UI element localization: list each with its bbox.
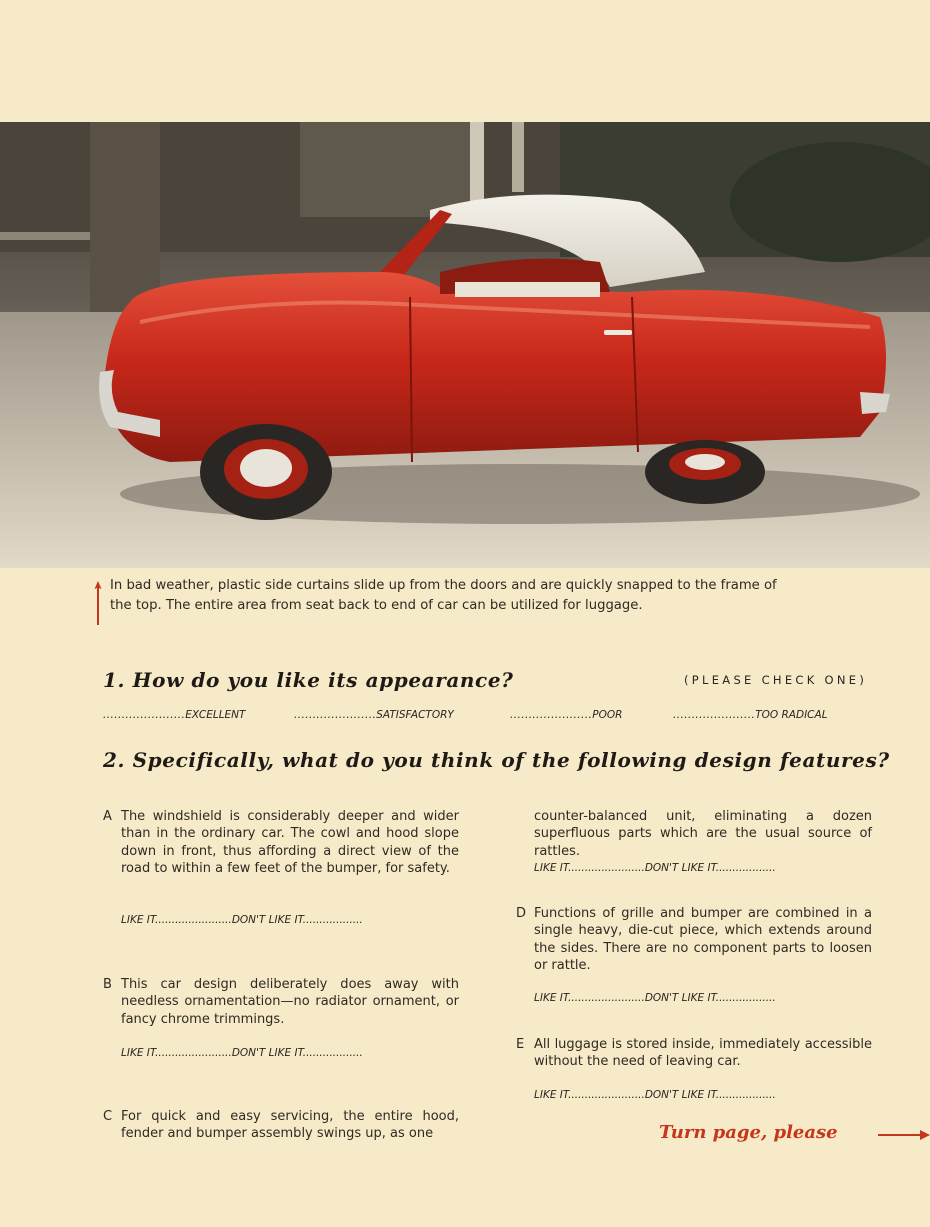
check-one-note: (PLEASE CHECK ONE)	[684, 673, 868, 687]
like-line-a[interactable]: LIKE IT.......................DON'T LIKE IT..................	[121, 914, 363, 926]
rating-options	[103, 709, 873, 725]
feature-text: This car design deliberately does away with needless ornamentation—no radiator ornament, or fancy chrome trimmings.	[121, 977, 459, 1027]
caption-text: In bad weather, plastic side curtains slide up from the doors and are quickly snapped to the frame of the top. The entire area from seat back to end of car can be utilized for luggage.	[110, 578, 777, 613]
like-line-c[interactable]: LIKE IT.......................DON'T LIKE IT..................	[534, 862, 776, 874]
feature-text: For quick and easy servicing, the entire hood, fender and bumper assembly swings up, as one	[121, 1109, 459, 1142]
feature-a	[103, 808, 459, 878]
feature-text: counter-balanced unit, eliminating a dozen superfluous parts which are the usual source of rattles.	[534, 809, 872, 859]
feature-c-continued	[534, 808, 872, 860]
feature-e	[516, 1036, 872, 1071]
like-line-b[interactable]: LIKE IT.......................DON'T LIKE IT..................	[121, 1047, 363, 1059]
question-2-heading: 2. Specifically, what do you think of the following design features?	[103, 748, 890, 772]
feature-text: All luggage is stored inside, immediately accessible without the need of leaving car.	[534, 1037, 872, 1070]
feature-c	[103, 1108, 459, 1143]
option-too-radical[interactable]: ......................TOO RADICAL	[673, 709, 828, 721]
car-photo	[0, 122, 930, 568]
car-illustration	[0, 122, 930, 568]
arrow-right-icon	[878, 1128, 930, 1142]
feature-letter: A	[103, 809, 112, 824]
feature-b	[103, 976, 459, 1028]
feature-letter: E	[516, 1037, 525, 1052]
feature-text: Functions of grille and bumper are combined in a single heavy, die-cut piece, which extends around the sides. There are no component parts to loosen or rattle.	[534, 906, 872, 974]
photo-caption	[94, 576, 794, 616]
question-1-heading: 1. How do you like its appearance?	[103, 668, 514, 692]
turn-page-link[interactable]: Turn page, please	[659, 1122, 838, 1143]
feature-letter: D	[516, 906, 527, 921]
option-excellent[interactable]: ......................EXCELLENT	[103, 709, 246, 721]
feature-d	[516, 905, 872, 975]
arrow-up-icon	[94, 579, 102, 625]
feature-letter: C	[103, 1109, 113, 1124]
feature-text: The windshield is considerably deeper and wider than in the ordinary car. The cowl and hood slope down in front, thus affording a direct view of the road to within a few feet of the bumper, for safety.	[121, 809, 459, 877]
option-satisfactory[interactable]: ......................SATISFACTORY	[294, 709, 454, 721]
like-line-d[interactable]: LIKE IT.......................DON'T LIKE IT..................	[534, 992, 776, 1004]
feature-letter: B	[103, 977, 112, 992]
like-line-e[interactable]: LIKE IT.......................DON'T LIKE IT..................	[534, 1089, 776, 1101]
option-poor[interactable]: ......................POOR	[510, 709, 623, 721]
